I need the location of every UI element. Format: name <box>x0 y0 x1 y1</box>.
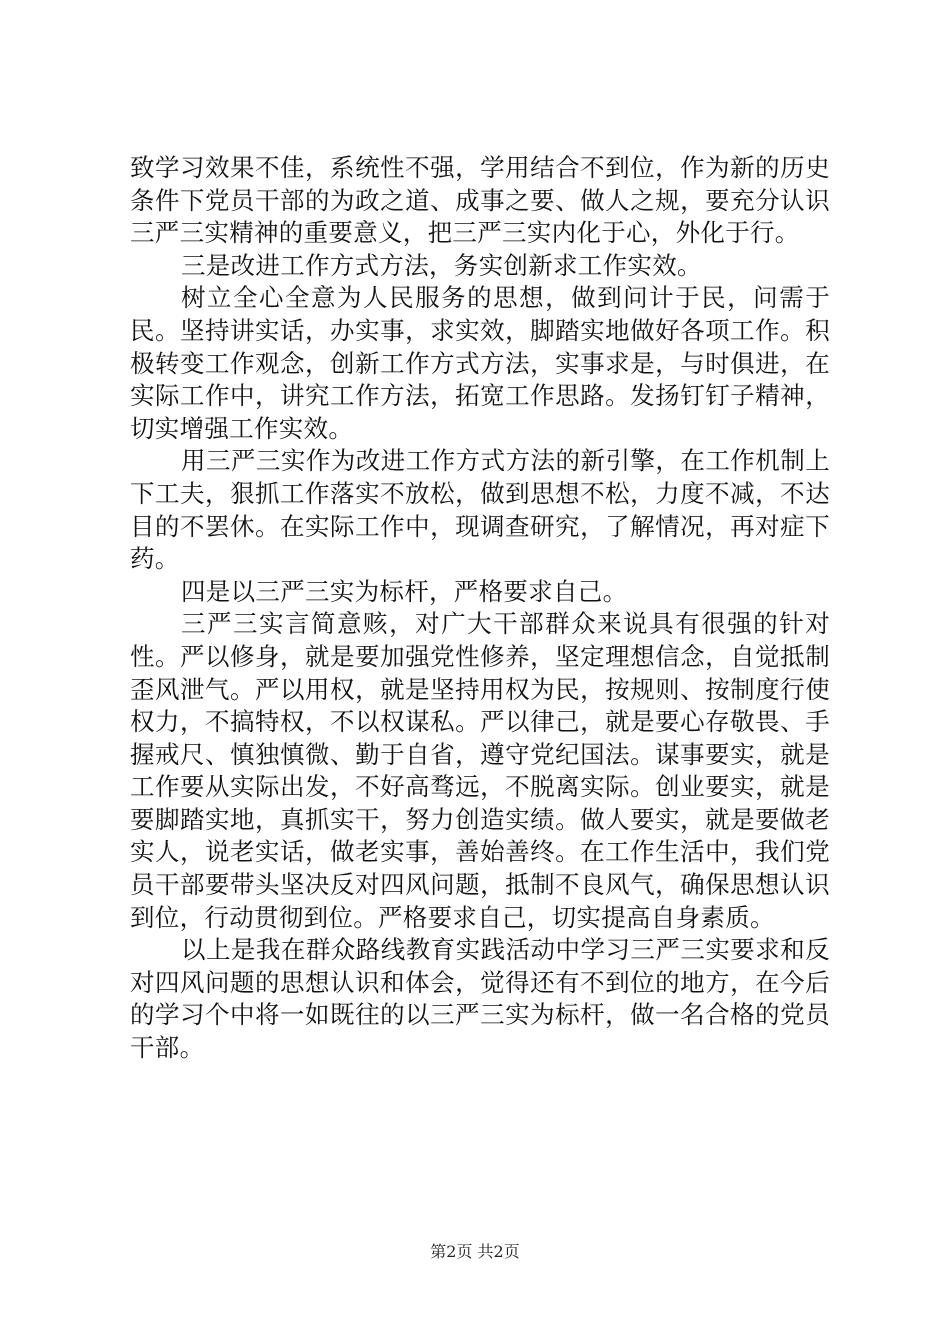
paragraph-5-heading: 四是以三严三实为标杆，严格要求自己。 <box>181 576 628 606</box>
paragraph-4: 用三严三实作为改进工作方式方法的新引擎，在工作机制上下工夫，狠抓工作落实不放松，做到思想不松，力度不减，不达目的不罢休。在实际工作中，现调查研究，了解情况，再对症下药。 <box>130 446 830 574</box>
paragraph-1: 致学习效果不佳，系统性不强，学用结合不到位，作为新的历史条件下党员干部的为政之道、成事之要、做人之规，要充分认识三严三实精神的重要意义，把三严三实内化于心，外化于行。 <box>130 153 830 248</box>
paragraph-3: 树立全心全意为人民服务的思想，做到问计于民，问需于民。坚持讲实话，办实事，求实效，脚踏实地做好各项工作。积极转变工作观念，创新工作方式方法，实事求是，与时俱进，在实际工作中，讲究工作方法，拓宽工作思路。发扬钉钉子精神，切实增强工作实效。 <box>130 283 830 443</box>
page-number-label: 第2页 共2页 <box>430 1242 520 1261</box>
paragraph-7: 以上是我在群众路线教育实践活动中学习三严三实要求和反对四风问题的思想认识和体会，觉得还有不到位的地方，在今后的学习个中将一如既往的以三严三实为标杆，做一名合格的党员干部。 <box>130 935 830 1063</box>
paragraph-2-heading: 三是改进工作方式方法，务实创新求工作实效。 <box>181 250 702 280</box>
paragraph-6: 三严三实言简意赅，对广大干部群众来说具有很强的针对性。严以修身，就是要加强党性修养，坚定理想信念，自觉抵制歪风泄气。严以用权，就是坚持用权为民，按规则、按制度行使权力，不搞特权，不以权谋私。严以律己，就是要心存敬畏、手握戒尺、慎独慎微、勤于自省，遵守党纪国法。谋事要实，就是工作要从实际出发，不好高骛远，不脱离实际。创业要实，就是要脚踏实地，真抓实干，努力创造实绩。做人要实，就是要做老实人，说老实话，做老实事，善始善终。在工作生活中，我们党员干部要带头坚决反对四风问题，抵制不良风气，确保思想认识到位，行动贯彻到位。严格要求自己，切实提高自身素质。 <box>130 609 830 932</box>
document-body <box>130 152 830 1065</box>
page-footer <box>0 1242 950 1262</box>
